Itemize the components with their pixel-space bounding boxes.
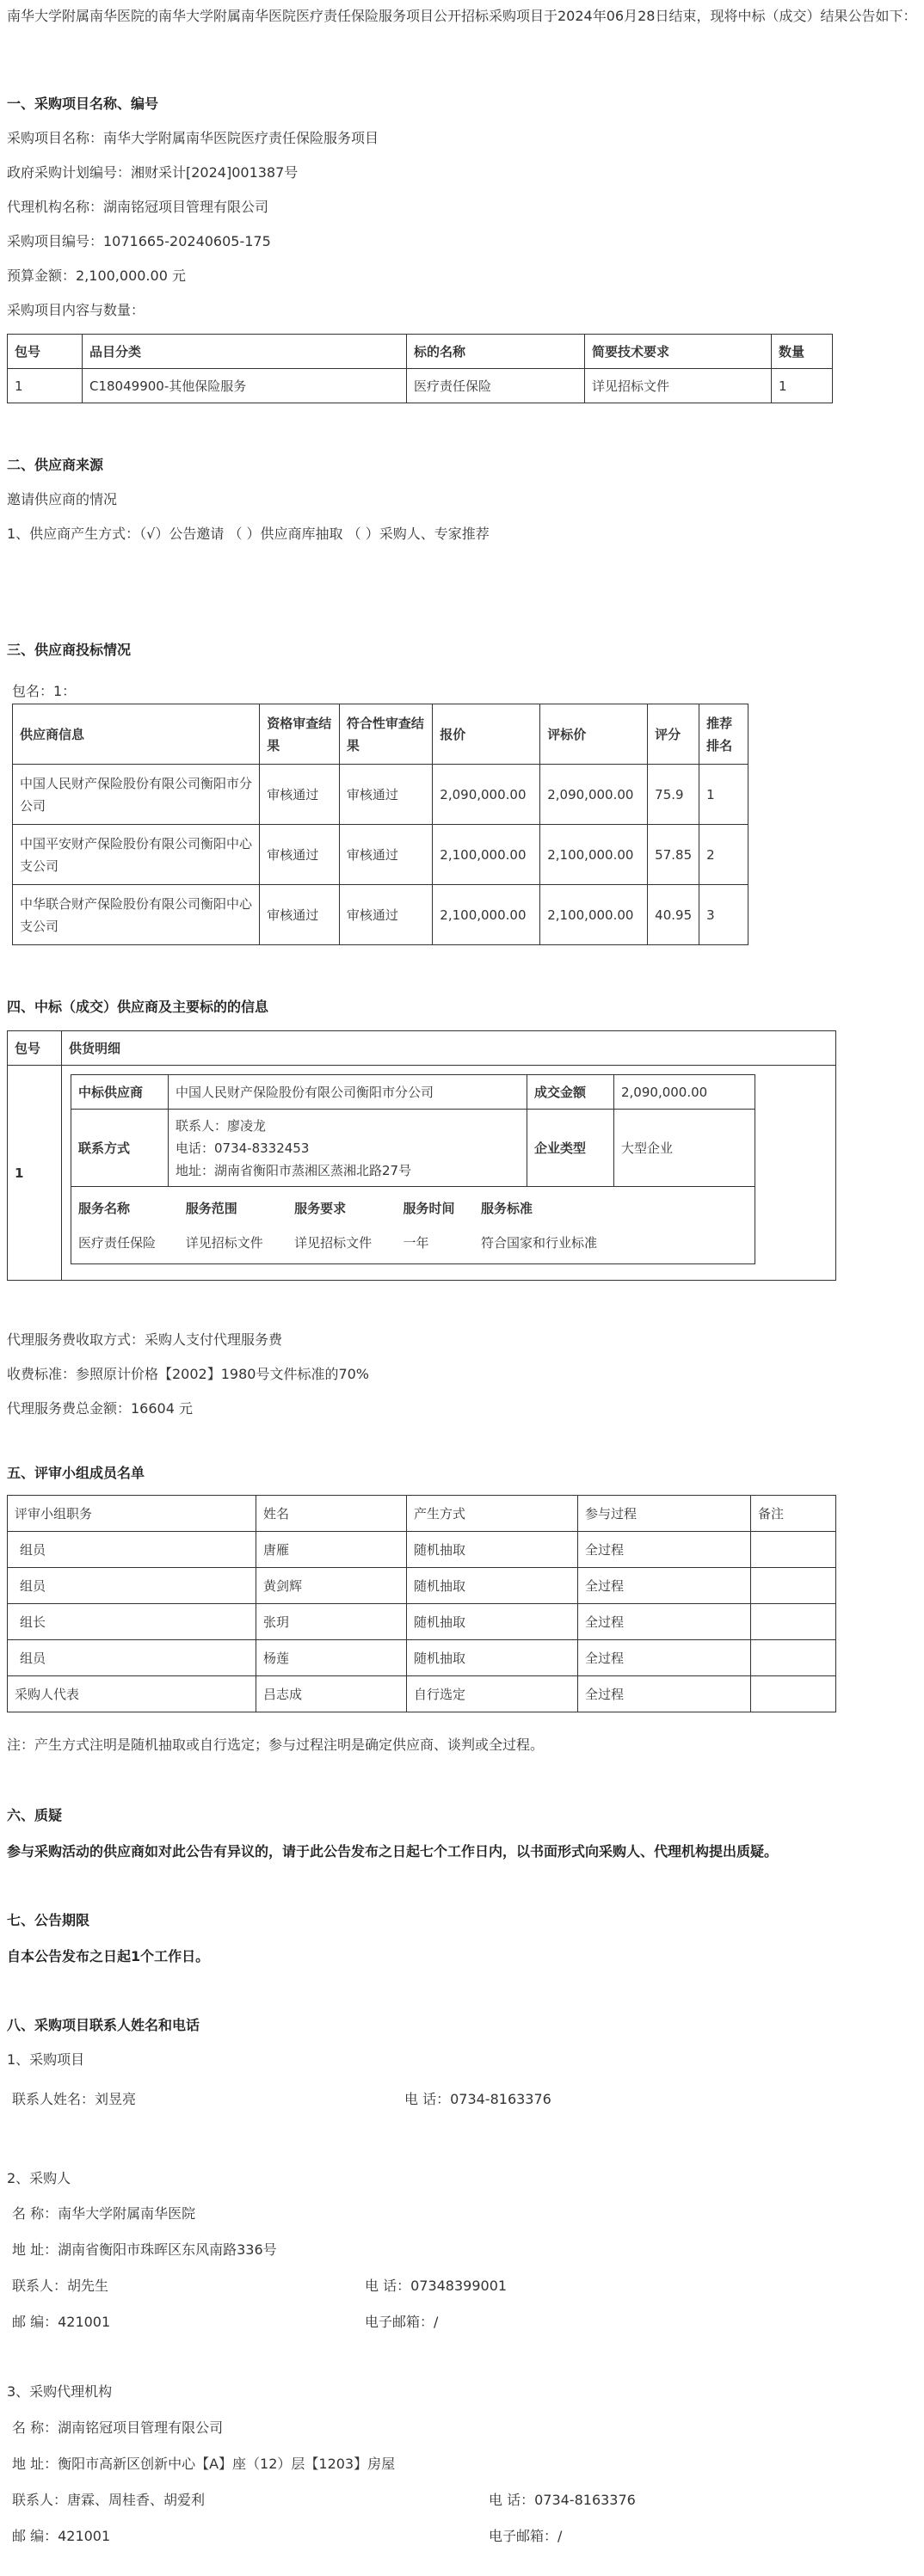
cell: 随机抽取 (407, 1532, 578, 1568)
table-row (8, 1676, 836, 1712)
winner-label: 中标供应商 (71, 1075, 169, 1110)
cell: 2,100,000.00 (433, 885, 540, 945)
purchaser-name: 名 称：南华大学附属南华医院 (12, 2205, 196, 2222)
agency-title: 3、采购代理机构 (7, 2383, 113, 2400)
item-table-header (8, 335, 833, 369)
contact-phone: 电话：0734-8332453 (176, 1140, 310, 1156)
cell: 57.85 (648, 825, 699, 885)
table-row (8, 1532, 836, 1568)
item-table (7, 334, 833, 403)
section-4-heading: 四、中标（成交）供应商及主要标的的信息 (7, 999, 269, 1015)
intro-text: 南华大学附属南华医院的南华大学附属南华医院医疗责任保险服务项目公开招标采购项目于2024年06月28日结束，现将中标（成交）结果公告如下： (7, 8, 917, 24)
contact-address: 地址：湖南省衡阳市蒸湘区蒸湘北路27号 (176, 1162, 412, 1178)
project-contact-name: 联系人姓名：刘昱亮 (12, 2091, 137, 2107)
agency-contact: 联系人：唐霖、周桂香、胡爱利 (12, 2492, 206, 2508)
cell: 组员 (8, 1568, 256, 1604)
cell: 组长 (8, 1604, 256, 1640)
cell: 全过程 (578, 1604, 751, 1640)
cell: 审核通过 (260, 765, 340, 825)
col-qual: 资格审查结果 (260, 704, 340, 765)
agency-address: 地 址：衡阳市高新区创新中心【A】座（12）层【1203】房屋 (12, 2456, 396, 2472)
agency-contact-name: 名 称：湖南铭冠项目管理有限公司 (12, 2419, 224, 2436)
cell: 2,100,000.00 (433, 825, 540, 885)
panel-table (7, 1495, 836, 1712)
agency-name: 代理机构名称：湖南铭冠项目管理有限公司 (7, 199, 269, 215)
col-pkg: 包号 (8, 1031, 62, 1066)
cell: 自行选定 (407, 1676, 578, 1712)
cell: 全过程 (578, 1532, 751, 1568)
cell: 组员 (8, 1640, 256, 1676)
svc-col: 服务时间 (403, 1201, 455, 1216)
svc-val: 医疗责任保险 (78, 1235, 157, 1251)
purchaser-zip: 邮 编：421001 (12, 2314, 111, 2330)
col-detail: 供货明细 (62, 1031, 836, 1066)
cell: 杨莲 (256, 1640, 407, 1676)
cell: 1 (772, 369, 833, 403)
col-pkg: 包号 (8, 335, 83, 369)
table-row (8, 369, 833, 403)
table-row (13, 885, 748, 945)
col-eval-price: 评标价 (540, 704, 648, 765)
purchaser-title: 2、采购人 (7, 2170, 71, 2186)
agency-zip: 邮 编：421001 (12, 2528, 111, 2544)
col-method: 产生方式 (407, 1496, 578, 1532)
winner-table (7, 1030, 836, 1281)
purchaser-address: 地 址：湖南省衡阳市珠晖区东风南路336号 (12, 2241, 277, 2258)
col-name: 姓名 (256, 1496, 407, 1532)
invite-label: 邀请供应商的情况 (7, 491, 118, 507)
table-row (8, 1568, 836, 1604)
package-name: 包名：1： (12, 683, 77, 699)
bid-table-header (13, 704, 748, 765)
cell: 张玥 (256, 1604, 407, 1640)
winner-table-header (8, 1031, 836, 1066)
cell: 采购人代表 (8, 1676, 256, 1712)
fee-method: 代理服务费收取方式：采购人支付代理服务费 (7, 1331, 283, 1348)
project-contact-title: 1、采购项目 (7, 2051, 85, 2068)
type-label: 企业类型 (527, 1110, 614, 1187)
section-6-heading: 六、质疑 (7, 1807, 63, 1823)
col-category: 品目分类 (83, 335, 407, 369)
cell: 随机抽取 (407, 1568, 578, 1604)
cell: 随机抽取 (407, 1604, 578, 1640)
project-name: 采购项目名称：南华大学附属南华医院医疗责任保险服务项目 (7, 130, 379, 146)
amount-label: 成交金额 (527, 1075, 614, 1110)
cell: 2,090,000.00 (433, 765, 540, 825)
purchaser-phone: 电 话：07348399001 (365, 2278, 508, 2294)
contact-label: 联系方式 (71, 1110, 169, 1187)
cell (751, 1604, 836, 1640)
winner-info-table (71, 1074, 755, 1264)
fee-standard: 收费标准：参照原计价格【2002】1980号文件标准的70% (7, 1366, 370, 1382)
cell: 1 (8, 369, 83, 403)
cell (751, 1568, 836, 1604)
cell: 40.95 (648, 885, 699, 945)
period-text: 自本公告发布之日起1个工作日。 (7, 1948, 210, 1964)
cell (751, 1640, 836, 1676)
cell: 全过程 (578, 1568, 751, 1604)
cell: 吕志成 (256, 1676, 407, 1712)
col-score: 评分 (648, 704, 699, 765)
pkg-cell: 1 (8, 1066, 62, 1281)
agency-email: 电子邮箱：/ (489, 2528, 563, 2544)
service-table (78, 1191, 629, 1260)
cell: 审核通过 (260, 885, 340, 945)
service-values (78, 1226, 629, 1260)
svc-val: 一年 (403, 1235, 429, 1251)
purchaser-email: 电子邮箱：/ (365, 2314, 439, 2330)
contact-row (71, 1110, 755, 1187)
col-compliance: 符合性审查结果 (339, 704, 432, 765)
section-7-heading: 七、公告期限 (7, 1912, 90, 1928)
cell: 中国平安财产保险股份有限公司衡阳中心支公司 (13, 825, 260, 885)
svc-col: 服务范围 (185, 1201, 237, 1216)
cell: 2,100,000.00 (540, 885, 648, 945)
table-row (8, 1640, 836, 1676)
table-row (13, 765, 748, 825)
cell: 审核通过 (339, 825, 432, 885)
fee-total: 代理服务费总金额：16604 元 (7, 1400, 193, 1417)
section-2-heading: 二、供应商来源 (7, 457, 104, 473)
cell: 组员 (8, 1532, 256, 1568)
bid-table (12, 704, 748, 945)
cell: 全过程 (578, 1640, 751, 1676)
table-row (8, 1604, 836, 1640)
contact-details (169, 1110, 527, 1187)
table-row (8, 1066, 836, 1281)
col-quote: 报价 (433, 704, 540, 765)
section-8-heading: 八、采购项目联系人姓名和电话 (7, 2017, 200, 2033)
col-subject: 标的名称 (407, 335, 585, 369)
col-process: 参与过程 (578, 1496, 751, 1532)
cell: 审核通过 (260, 825, 340, 885)
purchaser-contact: 联系人：胡先生 (12, 2278, 109, 2294)
svc-val: 详见招标文件 (294, 1235, 373, 1251)
detail-cell (62, 1066, 836, 1281)
project-contact-phone: 电 话：0734-8163376 (404, 2091, 551, 2107)
cell: 2,100,000.00 (540, 825, 648, 885)
cell: 2 (699, 825, 748, 885)
cell: 3 (699, 885, 748, 945)
svc-col: 服务标准 (481, 1201, 533, 1216)
service-header (78, 1191, 629, 1226)
cell: 2,090,000.00 (540, 765, 648, 825)
cell (751, 1532, 836, 1568)
winner-name: 中国人民财产保险股份有限公司衡阳市分公司 (169, 1075, 527, 1110)
budget-amount: 预算金额：2,100,000.00 元 (7, 267, 186, 284)
contact-person: 联系人：廖凌龙 (176, 1117, 267, 1134)
objection-text: 参与采购活动的供应商如对此公告有异议的，请于此公告发布之日起七个工作日内，以书面形式向采购人、代理机构提出质疑。 (7, 1843, 779, 1860)
col-tech: 简要技术要求 (585, 335, 772, 369)
cell: 唐雁 (256, 1532, 407, 1568)
col-rank: 推荐排名 (699, 704, 748, 765)
cell: 全过程 (578, 1676, 751, 1712)
cell: 审核通过 (339, 885, 432, 945)
svc-col: 服务要求 (294, 1201, 347, 1216)
section-5-heading: 五、评审小组成员名单 (7, 1465, 145, 1481)
section-3-heading: 三、供应商投标情况 (7, 642, 132, 658)
cell: 审核通过 (339, 765, 432, 825)
cell: 随机抽取 (407, 1640, 578, 1676)
svc-val: 符合国家和行业标准 (481, 1235, 598, 1251)
cell: 1 (699, 765, 748, 825)
col-role: 评审小组职务 (8, 1496, 256, 1532)
plan-number: 政府采购计划编号：湘财采计[2024]001387号 (7, 164, 299, 181)
col-remark: 备注 (751, 1496, 836, 1532)
project-number: 采购项目编号：1071665-20240605-175 (7, 233, 271, 249)
col-qty: 数量 (772, 335, 833, 369)
cell: 医疗责任保险 (407, 369, 585, 403)
cell: 详见招标文件 (585, 369, 772, 403)
svc-col: 服务名称 (78, 1201, 131, 1216)
cell (751, 1676, 836, 1712)
agency-phone: 电 话：0734-8163376 (489, 2492, 636, 2508)
cell: 75.9 (648, 765, 699, 825)
cell: 中国人民财产保险股份有限公司衡阳市分公司 (13, 765, 260, 825)
cell: 中华联合财产保险股份有限公司衡阳中心支公司 (13, 885, 260, 945)
type-value: 大型企业 (614, 1110, 755, 1187)
panel-note: 注：产生方式注明是随机抽取或自行选定；参与过程注明是确定供应商、谈判或全过程。 (7, 1737, 545, 1753)
cell: 黄剑辉 (256, 1568, 407, 1604)
col-supplier: 供应商信息 (13, 704, 260, 765)
section-1-heading: 一、采购项目名称、编号 (7, 95, 159, 112)
table-row (13, 825, 748, 885)
service-row (71, 1187, 755, 1264)
service-cell (71, 1187, 755, 1264)
supplier-method: 1、供应商产生方式：（√）公告邀请 （ ）供应商库抽取 （ ）采购人、专家推荐 (7, 526, 490, 542)
content-label: 采购项目内容与数量： (7, 302, 145, 318)
cell: C18049900-其他保险服务 (83, 369, 407, 403)
winner-row (71, 1075, 755, 1110)
panel-table-header (8, 1496, 836, 1532)
svc-val: 详见招标文件 (185, 1235, 263, 1251)
amount-value: 2,090,000.00 (614, 1075, 755, 1110)
